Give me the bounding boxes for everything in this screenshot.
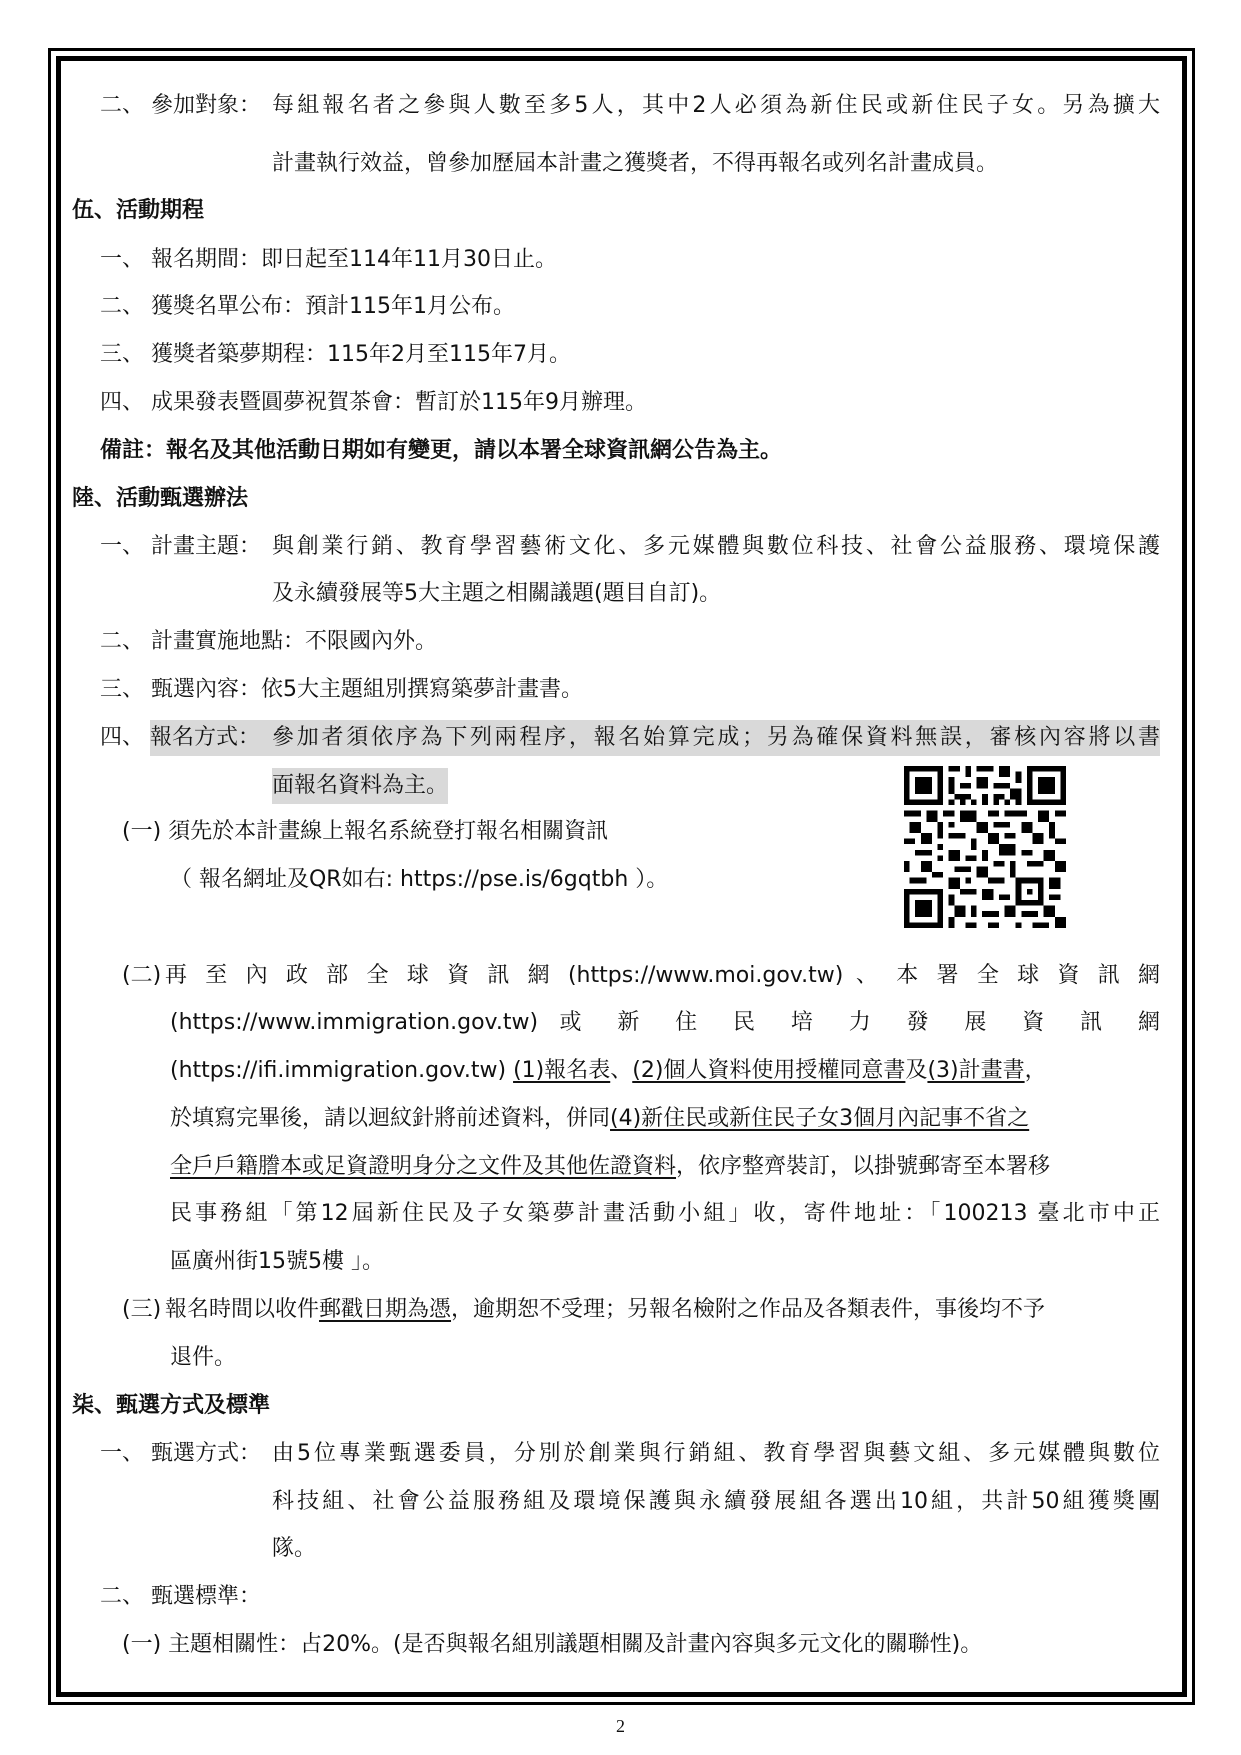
selection-method-line-1: 由5位專業甄選委員，分別於創業與行銷組、教育學習與藝文組、多元媒體與數位 (272, 1441, 1160, 1466)
step3-text-c: ，逾期恕不受理；另報名檢附之作品及各類表件，事後均不予 (451, 1297, 1046, 1322)
section7-heading: 柒、甄選方式及標準 (72, 1393, 271, 1418)
content-item: 三、 甄選內容：依5大主題組別撰寫築夢計畫書。 (100, 677, 583, 702)
step2-and: 及 (905, 1058, 928, 1083)
participants-line-1: 每組報名者之參與人數至多5人，其中2人必須為新住民或新住民子女。另為擴大 (272, 93, 1160, 118)
method-line-1: 參加者須依序為下列兩程序，報名始算完成；另為確保資料無誤，審核內容將以書 (272, 720, 1160, 756)
step2-url-ifi: (https://ifi.immigration.gov.tw) (170, 1058, 507, 1083)
step2-comma: ， (1024, 1058, 1047, 1083)
step3-prefix: (三) (122, 1297, 162, 1322)
step3-line-1 (165, 1292, 1045, 1328)
postmark-date: 郵戳日期為憑 (319, 1297, 452, 1322)
qr-code-icon[interactable] (904, 766, 1066, 928)
participants-label: 二、 參加對象： (100, 93, 261, 118)
selection-method-line-2: 科技組、社會公益服務組及環境保護與永續發展組各選出10組，共計50組獲獎團 (272, 1489, 1160, 1514)
step2-line-4 (170, 1101, 1029, 1137)
step2-prefix: (二) (122, 963, 162, 988)
method-label: 報名方式： (150, 720, 272, 756)
step2-line-6: 民事務組「第12屆新住民及子女築夢計畫活動小組」收，寄件地址：「100213 臺北市中正 (170, 1201, 1160, 1226)
step3-line-2: 退件。 (170, 1345, 237, 1370)
form-registration: (1)報名表 (513, 1058, 611, 1083)
schedule-item-3: 三、 獲獎者築夢期程：115年2月至115年7月。 (100, 342, 571, 367)
section5-heading: 伍、活動期程 (72, 198, 205, 223)
method-line-2: 面報名資料為主。 (272, 768, 448, 804)
step2-line-3 (170, 1053, 1047, 1089)
schedule-note: 備註：報名及其他活動日期如有變更，請以本署全球資訊網公告為主。 (100, 438, 783, 463)
selection-standard-label: 二、 甄選標準： (100, 1584, 261, 1609)
selection-method-label: 一、 甄選方式： (100, 1441, 261, 1466)
step2-line-1: 再 至 內 政 部 全 球 資 訊 網 (https://www.moi.gov.tw) 、 本 署 全 球 資 訊 網 (165, 963, 1160, 988)
step2-line-4-text: 於填寫完畢後，請以迴紋針將前述資料，併同 (170, 1106, 611, 1131)
step3-text-a: 報名時間以收件 (165, 1297, 320, 1322)
standard-item-1: (一) 主題相關性：占20%。(是否與報名組別議題相關及計畫內容與多元文化的關聯性)。 (122, 1632, 983, 1657)
step2-line-5-text: ，依序整齊裝訂，以掛號郵寄至本署移 (676, 1154, 1051, 1179)
form-household-doc: (4)新住民或新住民子女3個月內記事不省之 (610, 1106, 1030, 1131)
form-consent: (2)個人資料使用授權同意書 (632, 1058, 906, 1083)
schedule-item-1: 一、 報名期間：即日起至114年11月30日止。 (100, 247, 557, 272)
step2-line-5 (170, 1149, 1050, 1185)
method-num: 四、 (100, 725, 145, 750)
theme-label: 一、 計畫主題： (100, 534, 261, 559)
step2-line-7: 區廣州街15號5樓 」。 (170, 1249, 384, 1274)
location-item: 二、 計畫實施地點：不限國內外。 (100, 629, 437, 654)
step1-line-2: （ 報名網址及QR如右: https://pse.is/6gqtbh ）。 (170, 867, 669, 892)
step2-line-2: (https://www.immigration.gov.tw) 或 新 住 民 培 力 發 展 資 訊 網 (170, 1010, 1160, 1035)
selection-method-line-3: 隊。 (272, 1536, 317, 1561)
theme-line-1: 與創業行銷、教育學習藝術文化、多元媒體與數位科技、社會公益服務、環境保護 (272, 534, 1160, 559)
step2-sep-1: 、 (610, 1058, 633, 1083)
step1-line-1: (一) 須先於本計畫線上報名系統登打報名相關資訊 (122, 819, 609, 844)
form-plan: (3)計畫書 (927, 1058, 1025, 1083)
schedule-item-4: 四、 成果發表暨圓夢祝賀茶會：暫訂於115年9月辦理。 (100, 390, 647, 415)
form-household-doc-cont: 全戶戶籍謄本或足資證明身分之文件及其他佐證資料 (170, 1154, 677, 1179)
page-number: 2 (616, 1716, 625, 1736)
section6-heading: 陸、活動甄選辦法 (72, 486, 249, 511)
schedule-item-2: 二、 獲獎名單公布：預計115年1月公布。 (100, 294, 515, 319)
participants-line-2: 計畫執行效益，曾參加歷屆本計畫之獲獎者，不得再報名或列名計畫成員。 (272, 151, 999, 176)
theme-line-2: 及永續發展等5大主題之相關議題(題目自訂)。 (272, 581, 722, 606)
